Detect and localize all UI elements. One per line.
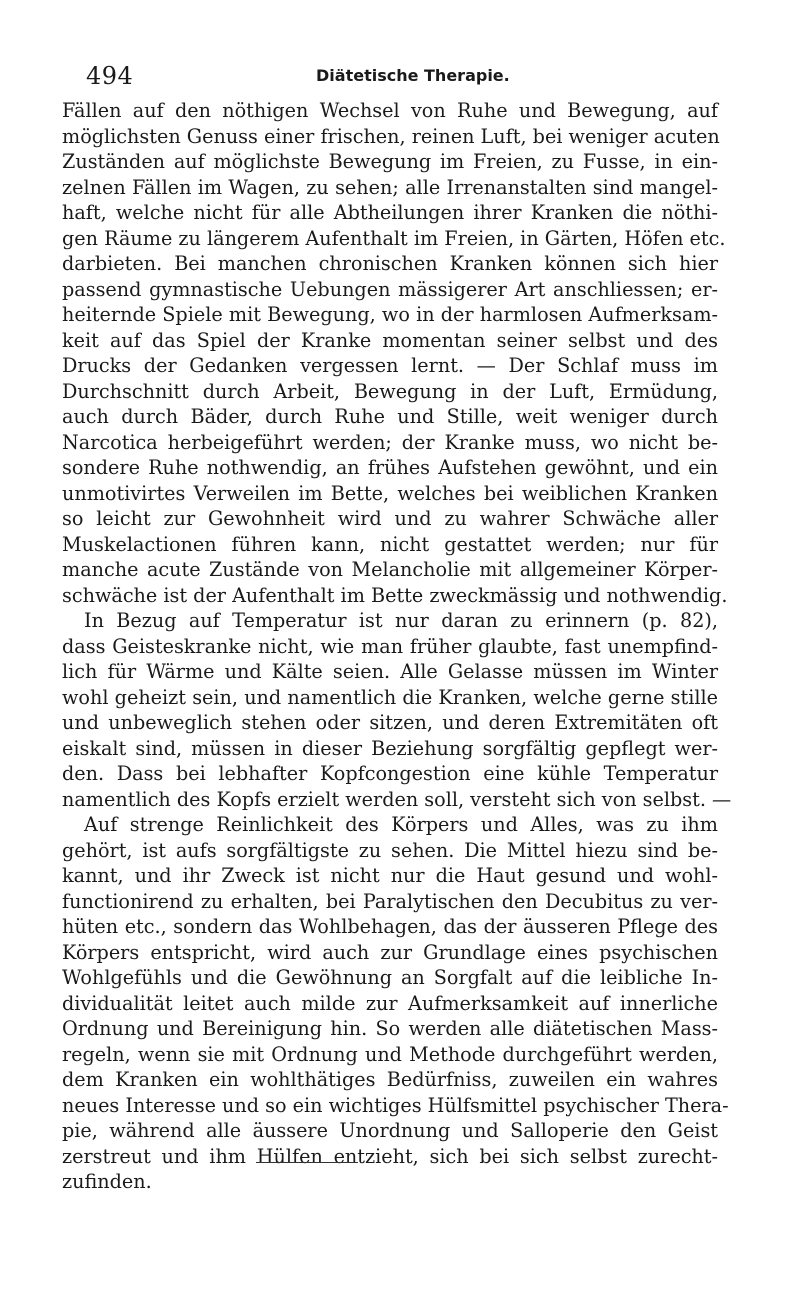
text-line: eiskalt sind, müssen in dieser Beziehung sorgfältig gepflegt wer-: [62, 736, 718, 760]
text-line: haft, welche nicht für alle Abtheilungen ihrer Kranken die nöthi-: [62, 201, 718, 224]
text-line: Muskelactionen führen kann, nicht gestattet werden; nur für: [62, 532, 718, 556]
text-line: keit auf das Spiel der Kranke momentan seiner selbst und des: [62, 328, 718, 352]
running-title: Diätetische Therapie.: [316, 66, 510, 85]
text-line: auch durch Bäder, durch Ruhe und Stille, weit weniger durch: [62, 405, 718, 428]
text-line: Wohlgefühls und die Gewöhnung an Sorgfalt auf die leibliche In-: [62, 966, 718, 989]
text-line: functionirend zu erhalten, bei Paralytischen den Decubitus zu ver-: [62, 889, 718, 913]
section-end-rule: [256, 1162, 358, 1163]
text-line: heiternde Spiele mit Bewegung, wo in der harmlosen Aufmerksam-: [62, 303, 718, 326]
page-number: 494: [86, 62, 134, 90]
text-line: hüten etc., sondern das Wohlbehagen, das der äusseren Pflege des: [62, 915, 718, 938]
text-line: so leicht zur Gewohnheit wird und zu wahrer Schwäche aller: [62, 507, 718, 530]
text-line: neues Interesse und so ein wichtiges Hülfsmittel psychischer Thera-: [62, 1093, 729, 1117]
text-line: namentlich des Kopfs erzielt werden soll, versteht sich von selbst. —: [62, 787, 732, 811]
text-line: Fällen auf den nöthigen Wechsel von Ruhe und Bewegung, auf: [62, 99, 718, 122]
text-line: möglichsten Genuss einer frischen, reinen Luft, bei weniger acuten: [62, 124, 720, 148]
body-text: [62, 98, 732, 1195]
text-line: unmotivirtes Verweilen im Bette, welches bei weiblichen Kranken: [62, 481, 718, 505]
text-line: zelnen Fällen im Wagen, zu sehen; alle Irrenanstalten sind mangel-: [62, 175, 718, 199]
text-line: gen Räume zu längerem Aufenthalt im Freien, in Gärten, Höfen etc.: [62, 226, 726, 250]
text-line: dass Geisteskranke nicht, wie man früher glaubte, fast unempfind-: [62, 634, 718, 658]
text-line: Narcotica herbeigeführt werden; der Kranke muss, wo nicht be-: [62, 430, 718, 454]
text-line: lich für Wärme und Kälte seien. Alle Gelasse müssen im Winter: [62, 660, 718, 683]
text-line: schwäche ist der Aufenthalt im Bette zweckmässig und nothwendig.: [62, 583, 728, 607]
text-line: Körpers entspricht, wird auch zur Grundlage eines psychischen: [62, 940, 718, 964]
text-line: regeln, wenn sie mit Ordnung und Methode durchgeführt werden,: [62, 1042, 718, 1066]
text-line: zufinden.: [62, 1170, 152, 1193]
text-line: kannt, und ihr Zweck ist nicht nur die Haut gesund und wohl-: [62, 864, 718, 887]
text-line: dividualität leitet auch milde zur Aufmerksamkeit auf innerliche: [62, 991, 718, 1015]
text-line: Durchschnitt durch Arbeit, Bewegung in der Luft, Ermüdung,: [62, 379, 718, 403]
text-line: passend gymnastische Uebungen mässigerer Art anschliessen; er-: [62, 277, 718, 301]
text-line: Zuständen auf möglichste Bewegung im Freien, zu Fusse, in ein-: [62, 150, 718, 173]
text-line: manche acute Zustände von Melancholie mit allgemeiner Körper-: [62, 558, 718, 581]
text-line: sondere Ruhe nothwendig, an frühes Aufstehen gewöhnt, und ein: [62, 456, 718, 479]
text-line: gehört, ist aufs sorgfältigste zu sehen. Die Mittel hiezu sind be-: [62, 838, 718, 862]
text-line: und unbeweglich stehen oder sitzen, und deren Extremitäten oft: [62, 711, 718, 734]
text-line: dem Kranken ein wohlthätiges Bedürfniss, zuweilen ein wahres: [62, 1068, 718, 1091]
paragraph-start-line: In Bezug auf Temperatur ist nur daran zu erinnern (p. 82),: [84, 609, 718, 632]
paragraph-start-line: Auf strenge Reinlichkeit des Körpers und Alles, was zu ihm: [84, 813, 718, 836]
text-line: zerstreut und ihm Hülfen entzieht, sich bei sich selbst zurecht-: [62, 1144, 718, 1168]
text-line: pie, während alle äussere Unordnung und Salloperie den Geist: [62, 1119, 718, 1142]
text-line: darbieten. Bei manchen chronischen Kranken können sich hier: [62, 252, 718, 275]
page-header: [86, 62, 706, 92]
text-line: den. Dass bei lebhafter Kopfcongestion eine kühle Temperatur: [62, 762, 718, 785]
text-line: wohl geheizt sein, und namentlich die Kranken, welche gerne stille: [62, 685, 718, 709]
text-line: Drucks der Gedanken vergessen lernt. — Der Schlaf muss im: [62, 354, 718, 377]
text-line: Ordnung und Bereinigung hin. So werden alle diätetischen Mass-: [62, 1017, 718, 1040]
